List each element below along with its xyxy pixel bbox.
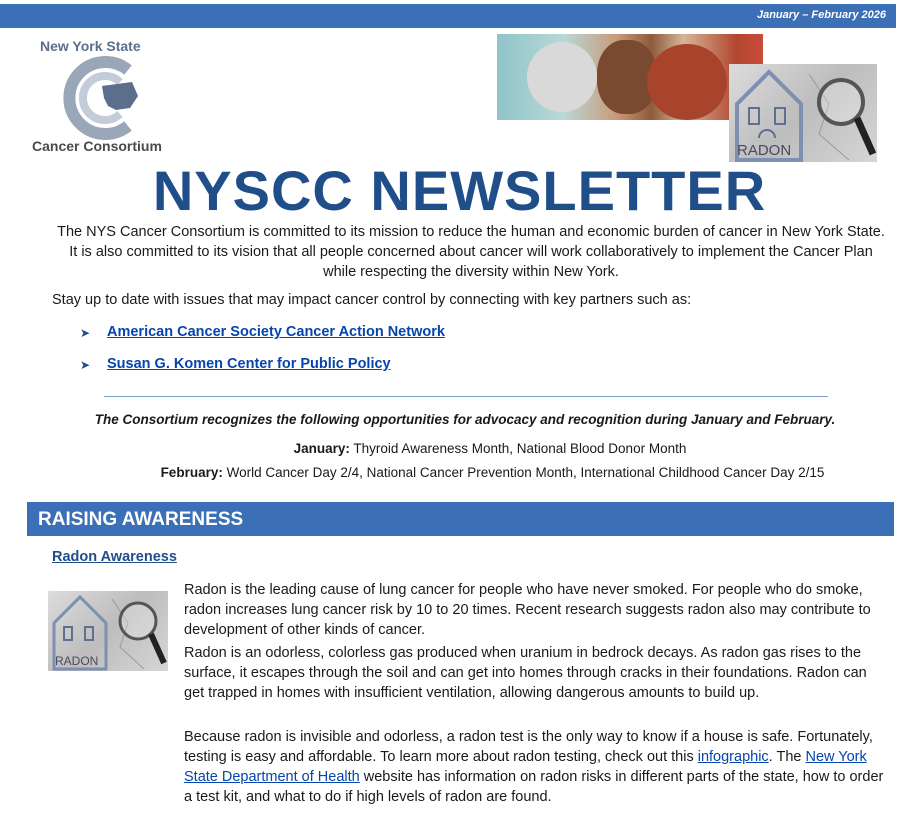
section-title: RAISING AWARENESS (38, 509, 244, 530)
section-divider (104, 396, 828, 397)
arrow-bullet-icon: ➤ (80, 326, 91, 340)
radon-house-image-small (48, 591, 168, 671)
january-label: January: (293, 441, 350, 456)
infographic-link[interactable]: infographic (697, 749, 769, 765)
newsletter-date: January – February 2026 (756, 9, 886, 21)
nys-doh-link[interactable]: New York State Department of Health (184, 749, 867, 785)
date-banner (0, 4, 896, 28)
consortium-logo-icon (58, 56, 154, 140)
february-observances (0, 465, 919, 480)
radon-house-image (729, 64, 877, 162)
radon-paragraph-2: Radon is an odorless, colorless gas produced when uranium in bedrock decays. As radon gas rises to the surface, it escapes through the soil and can get into homes through cracks in their foundations. Radon can get trapped in homes with insufficient ventilation, allowing dangerous amounts to build up. (184, 645, 867, 701)
hugging-women-photo (497, 34, 763, 120)
list-item (80, 324, 445, 356)
paragraph-text: . The (768, 749, 806, 765)
radon-paragraph-1: Radon is the leading cause of lung cancer for people who have never smoked. For people who do smoke, radon increases lung cancer risk by 10 to 20 times. Recent research suggests radon also may contribute to development of other kinds of cancer. (184, 582, 871, 638)
mission-statement: The NYS Cancer Consortium is committed to its mission to reduce the human and economic burden of cancer in New York State. It is also committed to its vision that all people concerned about cancer will work collaboratively to implement the Cancer Plan while respecting the diversity within New York. (57, 224, 885, 280)
january-text: Thyroid Awareness Month, National Blood Donor Month (349, 441, 687, 456)
nyscc-logo (30, 36, 180, 156)
recognition-intro: The Consortium recognizes the following opportunities for advocacy and recognition during January and February. (94, 412, 836, 427)
paragraph-text: website has information on radon risks in different parts of the state, how to order a test kit, and what to do if high levels of radon are found. (184, 769, 884, 805)
radon-label: RADON (737, 142, 792, 159)
raising-awareness-header (27, 502, 894, 536)
paragraph-text: Because radon is invisible and odorless, a radon test is the only way to know if a house is safe. Fortunately, testing is easy and affordable. To learn more about radon testing, check out this (184, 729, 873, 765)
january-observances (0, 441, 919, 456)
arrow-bullet-icon: ➤ (80, 358, 91, 372)
logo-bottom-text: Cancer Consortium (32, 138, 162, 154)
radon-paragraph-3 (184, 727, 884, 807)
stay-up-to-date-text: Stay up to date with issues that may impact cancer control by connecting with key partners such as: (52, 292, 692, 308)
acs-can-link[interactable]: American Cancer Society Cancer Action Network (107, 324, 445, 340)
february-text: World Cancer Day 2/4, National Cancer Prevention Month, International Childhood Cancer Day 2/15 (222, 465, 825, 480)
radon-awareness-heading: Radon Awareness (52, 549, 177, 565)
newsletter-title: NYSCC NEWSLETTER (152, 159, 767, 222)
partner-links-list (80, 324, 445, 388)
list-item (80, 356, 445, 388)
radon-label: RADON (55, 654, 99, 668)
logo-top-text: New York State (40, 38, 141, 54)
february-label: February: (160, 465, 223, 480)
komen-policy-link[interactable]: Susan G. Komen Center for Public Policy (107, 356, 391, 372)
